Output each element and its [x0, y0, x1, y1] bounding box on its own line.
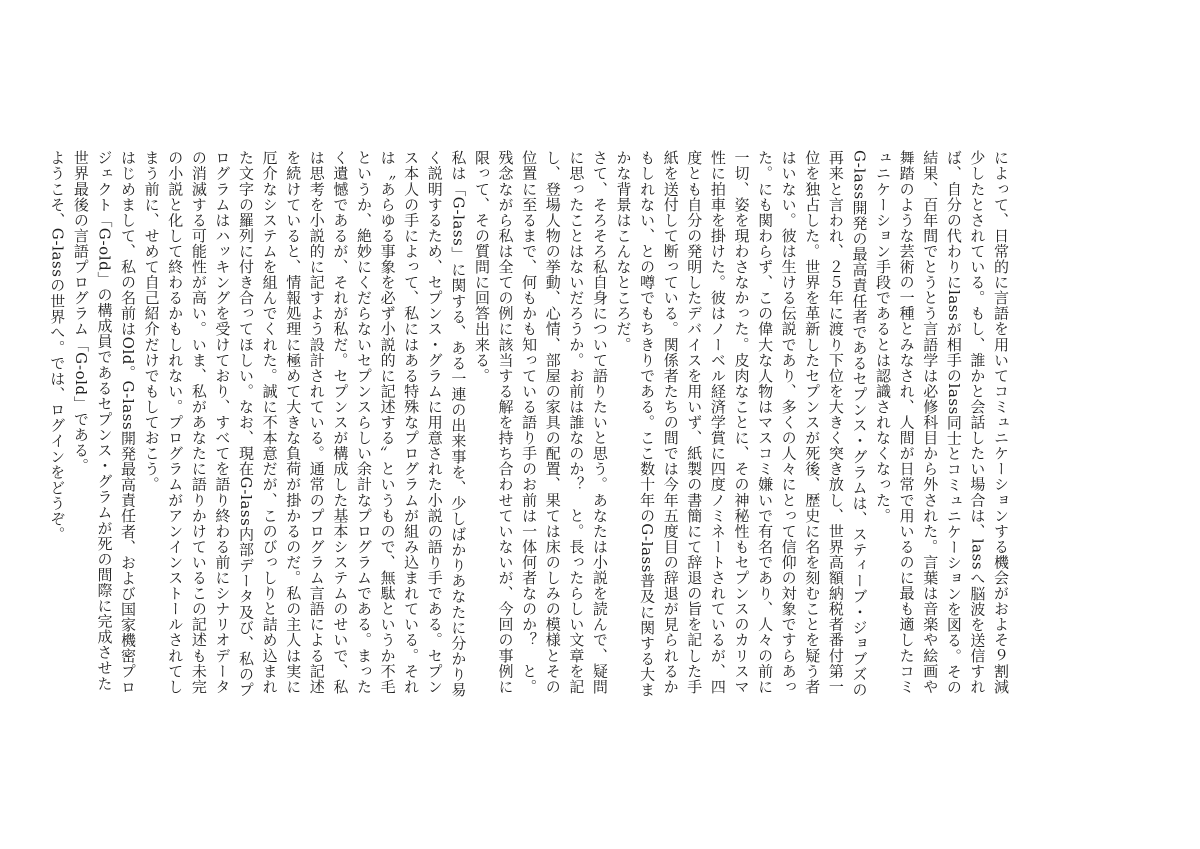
paragraph-6: ようこそ、G-lassの世界へ。では、ログインをどうぞ。 — [48, 150, 67, 542]
paragraph-2: G-lass開発の最高責任者であるセプンス・グラムは、スティーブ・ジョブズの再来と言われ、２５年に渡り下位を大きく突き放し、世界高額納税者番付第一位を独占した。世界を革新したセプンスが死後、歴史に名を刻むことを疑う者はいない。彼は生ける伝説であり、多くの人々にとって信仰の対象ですらあった。にも関わらず、この偉大な人物はマスコミ嫌いで有名であり、人々の前に一切、姿を現わさなかった。皮肉なことに、その神秘性もセプンスのカリスマ性に拍車を掛けた。彼はノーベル経済学賞に四度ノミネートされているが、四度とも自分の発明したデバイスを用いず、紙製の書簡にて辞退の旨を記した手紙を送付して断っている。関係者たちの間では今年五度目の辞退が見られるかもしれない、との噂でもちきりである。ここ数十年のG-lass普及に関する大まかな背景はこんなところだ。 — [614, 150, 869, 698]
paragraph-1: によって、日常的に言語を用いてコミュニケーションする機会がおよそ９割減少したとされている。もし、誰かと会話したい場合は、lassへ脳波を送信すれば、自分の代わりにlassが相手のlass同士とコミュニケーションを図る。その結果、百年間でとうとう言語学は必修科目から外された。言葉は音楽や絵画や舞踏のような芸術の一種とみなされ、人間が日常で用いるのに最も適したコミュニケーション手段であるとは認識されなくなった。 — [874, 150, 1010, 695]
vertical-text-body — [45, 150, 1012, 700]
paragraph-5: はじめまして、私の名前はOld。G-lass開発最高責任者、および国家機密プロジェクト「G-old」の構成員であるセプンス・グラムが死の間際に完成させた世界最後の言語プログラム「G-old」である。 — [71, 150, 138, 695]
paragraph-4: 私は「G-lass」に関する、ある一連の出来事を、少しばかりあなたに分かり易く説明するため、セプンス・グラムに用意された小説の語り手である。セプンス本人の手によって、私にはある特殊なプログラムが組み込まれている。それは〝あらゆる事象を必ず小説的に記述する〟というもので、無駄というか不毛というか、絶妙にくだらないセプンスらしい余計なプログラムである。まったく遺憾であるが、それが私だ。セプンスが構成した基本システムのせいで、私は思考を小説的に記すよう設計されている。通常のプログラム言語による記述を続けていると、情報処理に極めて大きな負荷が掛かるのだ。私の主人は実に厄介なシステムを組んでくれた。誠に不本意だが、このびっしりと詰め込まれた文字の羅列に付き合ってほしい。なお、現在G-lass内部データ及び、私のプログラムはハッキングを受けており、すべてを語り終わる前にシナリオデータの消滅する可能性が高い。いま、私があなたに語りかけているこの記述も未完の小説と化して終わるかもしれない。プログラムがアンインストールされてしまう前に、せめて自己紹介だけでもしておこう。 — [142, 150, 468, 698]
paragraph-3: さて、そろそろ私自身について語りたいと思う。あなたは小説を読んで、疑問に思ったことはないだろうか。お前は誰なのか？ と。長ったらしい文章を記し、登場人物の挙動、心情、部屋の家具の配置、果ては床のしみの模様とその位置に至るまで、何もかも知っている語り手のお前は一体何者なのか？ と。残念ながら私は全ての例に該当する解を持ち合わせていないが、今回の事例に限って、その質問に回答出来る。 — [472, 150, 609, 695]
